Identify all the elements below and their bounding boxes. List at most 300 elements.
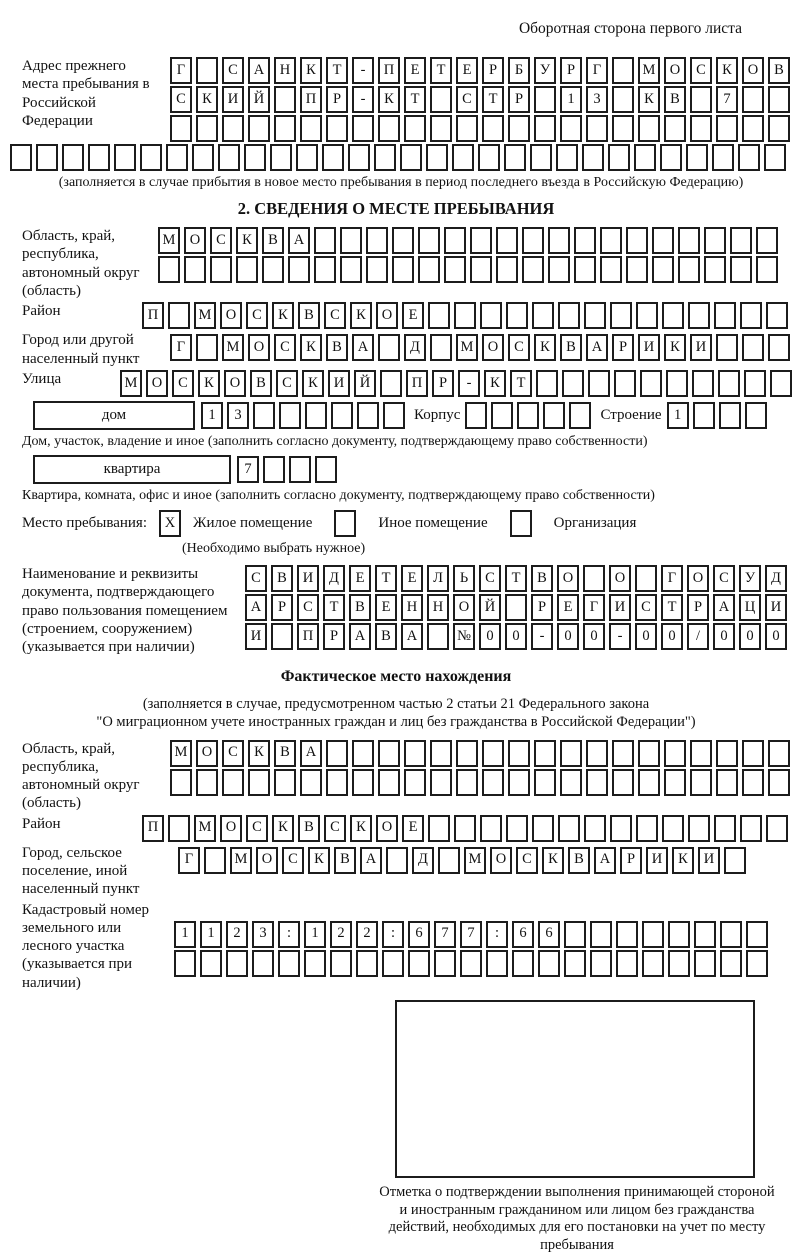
char-box[interactable]	[248, 769, 270, 796]
char-box[interactable]	[322, 144, 344, 171]
char-box[interactable]	[204, 847, 226, 874]
char-box[interactable]: Т	[505, 565, 527, 592]
char-box[interactable]	[558, 815, 580, 842]
char-box[interactable]: О	[184, 227, 206, 254]
char-box[interactable]: X	[159, 510, 181, 537]
char-box[interactable]	[114, 144, 136, 171]
char-box[interactable]	[505, 594, 527, 621]
char-box[interactable]	[262, 256, 284, 283]
char-box[interactable]: 0	[713, 623, 735, 650]
char-box[interactable]	[718, 370, 740, 397]
char-box[interactable]: И	[297, 565, 319, 592]
char-box[interactable]	[720, 921, 742, 948]
char-box[interactable]	[562, 370, 584, 397]
char-box[interactable]	[574, 256, 596, 283]
char-box[interactable]	[168, 302, 190, 329]
char-box[interactable]	[724, 847, 746, 874]
char-box[interactable]: А	[245, 594, 267, 621]
char-box[interactable]: Р	[531, 594, 553, 621]
char-box[interactable]	[745, 402, 767, 429]
char-box[interactable]: :	[278, 921, 300, 948]
char-box[interactable]	[534, 86, 556, 113]
char-box[interactable]	[532, 302, 554, 329]
char-box[interactable]	[588, 370, 610, 397]
char-box[interactable]	[418, 227, 440, 254]
char-box[interactable]	[768, 740, 790, 767]
char-box[interactable]: В	[531, 565, 553, 592]
char-box[interactable]	[460, 950, 482, 977]
char-box[interactable]	[430, 334, 452, 361]
char-box[interactable]	[374, 144, 396, 171]
char-box[interactable]	[482, 769, 504, 796]
char-box[interactable]	[642, 921, 664, 948]
char-box[interactable]: А	[401, 623, 423, 650]
char-box[interactable]	[340, 256, 362, 283]
char-box[interactable]	[226, 950, 248, 977]
char-box[interactable]: Л	[427, 565, 449, 592]
char-box[interactable]	[730, 256, 752, 283]
char-box[interactable]: К	[638, 86, 660, 113]
char-box[interactable]	[536, 370, 558, 397]
char-box[interactable]: Е	[375, 594, 397, 621]
char-box[interactable]	[652, 256, 674, 283]
char-box[interactable]	[300, 115, 322, 142]
char-box[interactable]	[664, 769, 686, 796]
char-box[interactable]: П	[406, 370, 428, 397]
char-box[interactable]	[522, 227, 544, 254]
char-box[interactable]	[768, 769, 790, 796]
char-box[interactable]: М	[638, 57, 660, 84]
char-box[interactable]	[434, 950, 456, 977]
char-box[interactable]: В	[326, 334, 348, 361]
char-box[interactable]	[583, 565, 605, 592]
organization-checkbox[interactable]	[510, 510, 532, 537]
char-box[interactable]: В	[271, 565, 293, 592]
char-box[interactable]	[564, 921, 586, 948]
char-box[interactable]	[584, 815, 606, 842]
char-box[interactable]: Т	[326, 57, 348, 84]
char-box[interactable]	[612, 740, 634, 767]
char-box[interactable]: 1	[174, 921, 196, 948]
char-box[interactable]: Г	[661, 565, 683, 592]
char-box[interactable]: В	[560, 334, 582, 361]
char-box[interactable]: /	[687, 623, 709, 650]
char-box[interactable]	[366, 227, 388, 254]
char-box[interactable]	[263, 456, 285, 483]
char-box[interactable]	[366, 256, 388, 283]
char-box[interactable]: Г	[586, 57, 608, 84]
char-box[interactable]: -	[609, 623, 631, 650]
char-box[interactable]: -	[352, 86, 374, 113]
char-box[interactable]: Д	[765, 565, 787, 592]
char-box[interactable]: К	[484, 370, 506, 397]
char-box[interactable]	[383, 402, 405, 429]
char-box[interactable]: -	[531, 623, 553, 650]
char-box[interactable]	[158, 256, 180, 283]
char-box[interactable]	[720, 950, 742, 977]
char-box[interactable]: А	[288, 227, 310, 254]
char-box[interactable]	[300, 769, 322, 796]
char-box[interactable]	[200, 950, 222, 977]
char-box[interactable]: 0	[765, 623, 787, 650]
char-box[interactable]	[768, 115, 790, 142]
char-box[interactable]	[170, 769, 192, 796]
char-box[interactable]: А	[352, 334, 374, 361]
char-box[interactable]: И	[609, 594, 631, 621]
char-box[interactable]	[331, 402, 353, 429]
char-box[interactable]: С	[282, 847, 304, 874]
char-box[interactable]	[636, 302, 658, 329]
char-box[interactable]	[766, 302, 788, 329]
char-box[interactable]: Й	[248, 86, 270, 113]
char-box[interactable]	[770, 370, 792, 397]
char-box[interactable]: Р	[323, 623, 345, 650]
char-box[interactable]	[456, 115, 478, 142]
char-box[interactable]: Р	[432, 370, 454, 397]
char-box[interactable]: К	[300, 334, 322, 361]
char-box[interactable]	[304, 950, 326, 977]
char-box[interactable]: :	[486, 921, 508, 948]
char-box[interactable]	[444, 256, 466, 283]
char-box[interactable]	[357, 402, 379, 429]
char-box[interactable]: Т	[482, 86, 504, 113]
char-box[interactable]	[418, 256, 440, 283]
char-box[interactable]: Д	[412, 847, 434, 874]
char-box[interactable]	[271, 623, 293, 650]
char-box[interactable]	[496, 256, 518, 283]
char-box[interactable]	[274, 86, 296, 113]
char-box[interactable]: В	[274, 740, 296, 767]
char-box[interactable]	[616, 950, 638, 977]
char-box[interactable]	[564, 950, 586, 977]
char-box[interactable]	[386, 847, 408, 874]
char-box[interactable]	[400, 144, 422, 171]
char-box[interactable]	[610, 815, 632, 842]
char-box[interactable]	[590, 921, 612, 948]
char-box[interactable]: О	[453, 594, 475, 621]
char-box[interactable]	[430, 115, 452, 142]
char-box[interactable]: О	[256, 847, 278, 874]
char-box[interactable]	[678, 256, 700, 283]
char-box[interactable]	[742, 740, 764, 767]
char-box[interactable]	[170, 115, 192, 142]
char-box[interactable]	[196, 769, 218, 796]
char-box[interactable]: С	[222, 57, 244, 84]
char-box[interactable]	[532, 815, 554, 842]
char-box[interactable]: О	[220, 302, 242, 329]
char-box[interactable]: К	[664, 334, 686, 361]
char-box[interactable]: Д	[404, 334, 426, 361]
char-box[interactable]	[508, 769, 530, 796]
char-box[interactable]: Е	[401, 565, 423, 592]
char-box[interactable]	[352, 115, 374, 142]
char-box[interactable]	[296, 144, 318, 171]
char-box[interactable]	[404, 740, 426, 767]
char-box[interactable]: Н	[427, 594, 449, 621]
char-box[interactable]	[738, 144, 760, 171]
char-box[interactable]	[278, 950, 300, 977]
char-box[interactable]	[586, 115, 608, 142]
char-box[interactable]	[548, 227, 570, 254]
char-box[interactable]	[166, 144, 188, 171]
char-box[interactable]	[638, 740, 660, 767]
char-box[interactable]	[690, 769, 712, 796]
char-box[interactable]: О	[376, 302, 398, 329]
char-box[interactable]	[712, 144, 734, 171]
char-box[interactable]: С	[516, 847, 538, 874]
char-box[interactable]: К	[198, 370, 220, 397]
char-box[interactable]: К	[196, 86, 218, 113]
char-box[interactable]: К	[378, 86, 400, 113]
char-box[interactable]: К	[534, 334, 556, 361]
char-box[interactable]	[279, 402, 301, 429]
char-box[interactable]	[534, 740, 556, 767]
char-box[interactable]	[326, 769, 348, 796]
char-box[interactable]: С	[172, 370, 194, 397]
char-box[interactable]	[427, 623, 449, 650]
char-box[interactable]	[252, 950, 274, 977]
char-box[interactable]	[742, 334, 764, 361]
char-box[interactable]	[522, 256, 544, 283]
char-box[interactable]	[666, 370, 688, 397]
char-box[interactable]	[465, 402, 487, 429]
char-box[interactable]: П	[378, 57, 400, 84]
char-box[interactable]: Р	[271, 594, 293, 621]
char-box[interactable]: С	[222, 740, 244, 767]
char-box[interactable]: 6	[512, 921, 534, 948]
char-box[interactable]	[692, 370, 714, 397]
char-box[interactable]: 1	[304, 921, 326, 948]
char-box[interactable]: К	[672, 847, 694, 874]
char-box[interactable]	[638, 769, 660, 796]
char-box[interactable]: Р	[482, 57, 504, 84]
char-box[interactable]	[690, 115, 712, 142]
char-box[interactable]: В	[298, 302, 320, 329]
char-box[interactable]: Е	[349, 565, 371, 592]
char-box[interactable]	[289, 456, 311, 483]
char-box[interactable]	[480, 302, 502, 329]
char-box[interactable]: К	[272, 815, 294, 842]
char-box[interactable]	[352, 769, 374, 796]
char-box[interactable]	[508, 115, 530, 142]
char-box[interactable]	[768, 334, 790, 361]
char-box[interactable]: И	[638, 334, 660, 361]
char-box[interactable]: :	[382, 921, 404, 948]
char-box[interactable]: 0	[479, 623, 501, 650]
char-box[interactable]: Г	[583, 594, 605, 621]
char-box[interactable]	[742, 86, 764, 113]
char-box[interactable]	[218, 144, 240, 171]
char-box[interactable]: Й	[479, 594, 501, 621]
char-box[interactable]	[430, 740, 452, 767]
char-box[interactable]	[534, 115, 556, 142]
char-box[interactable]	[600, 256, 622, 283]
char-box[interactable]: М	[120, 370, 142, 397]
char-box[interactable]	[662, 815, 684, 842]
char-box[interactable]: Е	[557, 594, 579, 621]
char-box[interactable]: О	[490, 847, 512, 874]
char-box[interactable]: Р	[326, 86, 348, 113]
char-box[interactable]	[590, 950, 612, 977]
char-box[interactable]	[196, 334, 218, 361]
char-box[interactable]: В	[262, 227, 284, 254]
char-box[interactable]	[704, 227, 726, 254]
char-box[interactable]: В	[768, 57, 790, 84]
char-box[interactable]	[184, 256, 206, 283]
char-box[interactable]: 7	[237, 456, 259, 483]
char-box[interactable]: И	[646, 847, 668, 874]
char-box[interactable]: Н	[274, 57, 296, 84]
char-box[interactable]: 7	[460, 921, 482, 948]
char-box[interactable]: М	[456, 334, 478, 361]
char-box[interactable]	[714, 302, 736, 329]
char-box[interactable]: С	[246, 302, 268, 329]
char-box[interactable]	[288, 256, 310, 283]
char-box[interactable]: К	[302, 370, 324, 397]
char-box[interactable]	[746, 921, 768, 948]
char-box[interactable]	[560, 769, 582, 796]
char-box[interactable]: О	[220, 815, 242, 842]
char-box[interactable]: А	[248, 57, 270, 84]
char-box[interactable]	[610, 302, 632, 329]
char-box[interactable]: С	[324, 815, 346, 842]
char-box[interactable]	[694, 921, 716, 948]
char-box[interactable]	[334, 510, 356, 537]
char-box[interactable]	[382, 950, 404, 977]
char-box[interactable]	[534, 769, 556, 796]
char-box[interactable]: Г	[170, 334, 192, 361]
char-box[interactable]: К	[716, 57, 738, 84]
char-box[interactable]	[430, 86, 452, 113]
char-box[interactable]	[428, 815, 450, 842]
char-box[interactable]	[586, 769, 608, 796]
char-box[interactable]	[608, 144, 630, 171]
char-box[interactable]	[380, 370, 402, 397]
char-box[interactable]	[517, 402, 539, 429]
char-box[interactable]	[430, 769, 452, 796]
char-box[interactable]: Е	[402, 302, 424, 329]
char-box[interactable]	[530, 144, 552, 171]
char-box[interactable]	[690, 740, 712, 767]
char-box[interactable]	[222, 115, 244, 142]
char-box[interactable]	[740, 302, 762, 329]
char-box[interactable]	[491, 402, 513, 429]
char-box[interactable]	[482, 115, 504, 142]
char-box[interactable]: №	[453, 623, 475, 650]
char-box[interactable]	[408, 950, 430, 977]
char-box[interactable]: К	[350, 302, 372, 329]
char-box[interactable]: А	[349, 623, 371, 650]
char-box[interactable]	[236, 256, 258, 283]
char-box[interactable]: Е	[456, 57, 478, 84]
char-box[interactable]	[600, 227, 622, 254]
char-box[interactable]: 0	[739, 623, 761, 650]
char-box[interactable]	[378, 334, 400, 361]
char-box[interactable]	[756, 256, 778, 283]
char-box[interactable]	[482, 740, 504, 767]
char-box[interactable]	[404, 769, 426, 796]
char-box[interactable]: В	[664, 86, 686, 113]
char-box[interactable]: Ь	[453, 565, 475, 592]
char-box[interactable]	[668, 921, 690, 948]
char-box[interactable]	[686, 144, 708, 171]
char-box[interactable]	[716, 769, 738, 796]
char-box[interactable]	[506, 302, 528, 329]
char-box[interactable]: И	[765, 594, 787, 621]
char-box[interactable]	[688, 302, 710, 329]
char-box[interactable]: А	[360, 847, 382, 874]
char-box[interactable]: Т	[375, 565, 397, 592]
char-box[interactable]: Р	[687, 594, 709, 621]
char-box[interactable]: К	[248, 740, 270, 767]
char-box[interactable]	[470, 256, 492, 283]
char-box[interactable]: С	[210, 227, 232, 254]
char-box[interactable]: В	[250, 370, 272, 397]
char-box[interactable]: П	[297, 623, 319, 650]
char-box[interactable]: У	[739, 565, 761, 592]
char-box[interactable]	[612, 57, 634, 84]
char-box[interactable]: М	[464, 847, 486, 874]
char-box[interactable]: С	[713, 565, 735, 592]
char-box[interactable]	[512, 950, 534, 977]
char-box[interactable]: О	[248, 334, 270, 361]
char-box[interactable]: П	[142, 302, 164, 329]
char-box[interactable]: С	[276, 370, 298, 397]
char-box[interactable]	[496, 227, 518, 254]
char-box[interactable]	[330, 950, 352, 977]
char-box[interactable]: С	[246, 815, 268, 842]
char-box[interactable]	[470, 227, 492, 254]
char-box[interactable]	[392, 227, 414, 254]
char-box[interactable]	[305, 402, 327, 429]
apartment-type-box[interactable]: квартира	[33, 455, 231, 484]
char-box[interactable]: А	[586, 334, 608, 361]
char-box[interactable]	[693, 402, 715, 429]
char-box[interactable]: К	[272, 302, 294, 329]
char-box[interactable]: -	[352, 57, 374, 84]
char-box[interactable]: О	[196, 740, 218, 767]
char-box[interactable]	[766, 815, 788, 842]
char-box[interactable]: О	[376, 815, 398, 842]
char-box[interactable]	[640, 370, 662, 397]
char-box[interactable]	[668, 950, 690, 977]
char-box[interactable]	[456, 769, 478, 796]
char-box[interactable]: Д	[323, 565, 345, 592]
char-box[interactable]	[510, 510, 532, 537]
char-box[interactable]	[612, 115, 634, 142]
char-box[interactable]	[634, 144, 656, 171]
char-box[interactable]: В	[334, 847, 356, 874]
char-box[interactable]: А	[300, 740, 322, 767]
char-box[interactable]: 0	[505, 623, 527, 650]
char-box[interactable]: 2	[356, 921, 378, 948]
char-box[interactable]: С	[508, 334, 530, 361]
char-box[interactable]: 0	[557, 623, 579, 650]
char-box[interactable]: Е	[402, 815, 424, 842]
char-box[interactable]	[642, 950, 664, 977]
char-box[interactable]: 0	[635, 623, 657, 650]
char-box[interactable]: М	[170, 740, 192, 767]
residential-checkbox[interactable]	[159, 510, 181, 537]
char-box[interactable]	[274, 769, 296, 796]
char-box[interactable]	[690, 86, 712, 113]
char-box[interactable]	[582, 144, 604, 171]
char-box[interactable]	[88, 144, 110, 171]
char-box[interactable]	[730, 227, 752, 254]
char-box[interactable]	[248, 115, 270, 142]
char-box[interactable]	[612, 86, 634, 113]
char-box[interactable]: Р	[560, 57, 582, 84]
